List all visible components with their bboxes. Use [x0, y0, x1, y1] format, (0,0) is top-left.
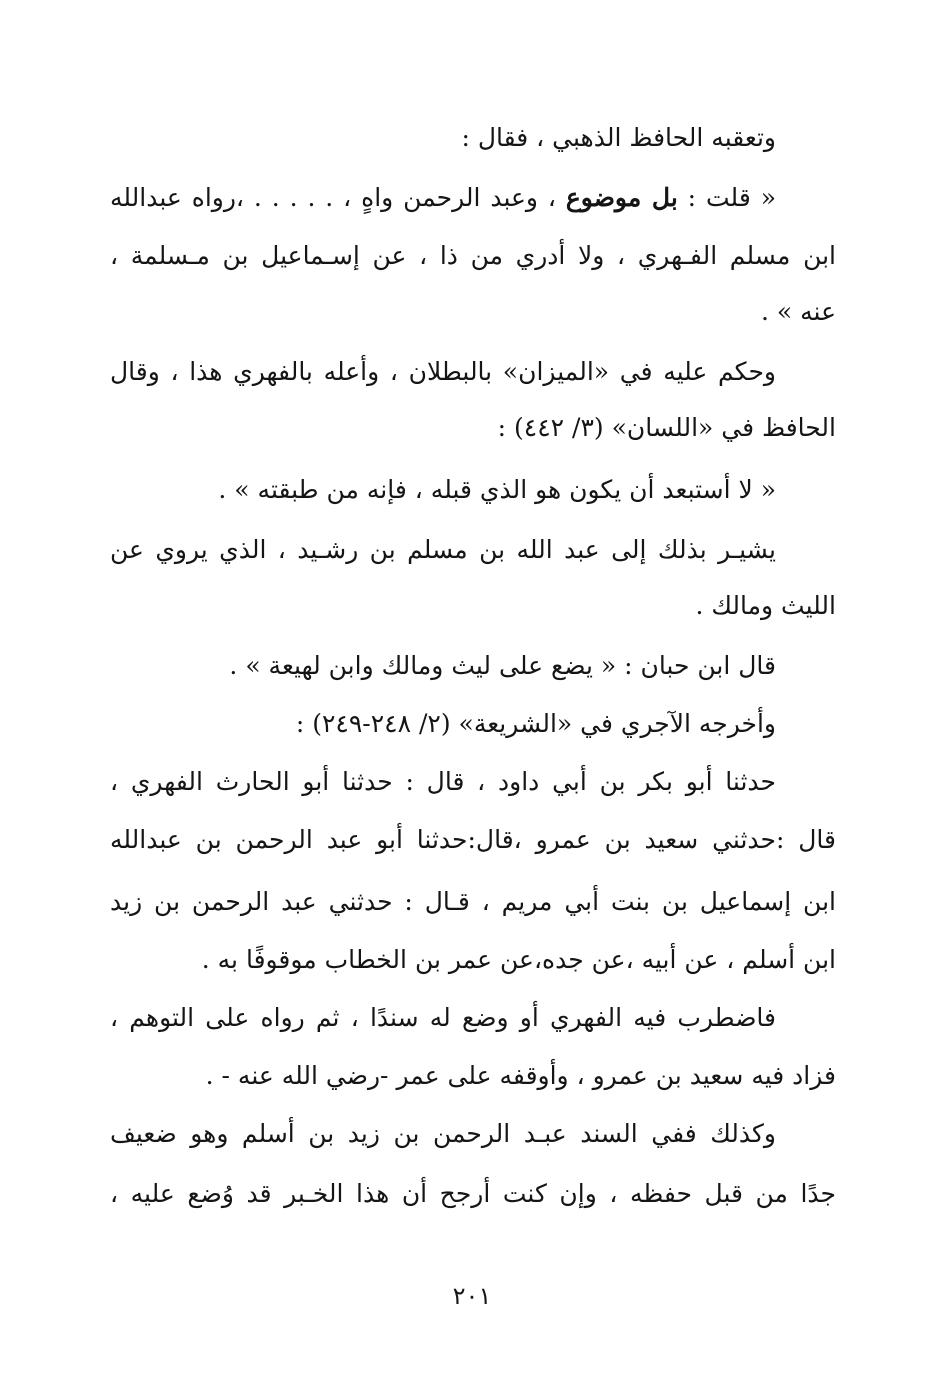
text-line-13: قال :حدثني سعيد بن عمرو ،قال:حدثنا أبو عبد الرحمن بن عبدالله	[110, 825, 836, 854]
text-line-8: يشيـر بذلك إلى عبد الله بن مسلم بن رشـيد ، الذي يروي عن	[110, 535, 776, 564]
text-line-17: فزاد فيه سعيد بن عمرو ، وأوقفه على عمر -رضي الله عنه - .	[205, 1061, 836, 1090]
text-line-5: وحكم عليه في «الميزان» بالبطلان ، وأعله بالفهري هذا ، وقال	[110, 357, 776, 386]
text-line-3: ابن مسلم الفـهري ، ولا أدري من ذا ، عن إسـماعيل بن مـسلمة ،	[110, 241, 836, 270]
text-line-14: ابن إسماعيل بن بنت أبي مريم ، قـال : حدثني عبد الرحمن بن زيد	[110, 887, 836, 916]
bold-phrase: بل موضوع	[565, 183, 678, 212]
text-line-11: وأخرجه الآجري في «الشريعة» (٢/ ٢٤٨-٢٤٩) :	[295, 709, 776, 738]
text-line-9: الليث ومالك .	[695, 591, 836, 620]
text-line-6: الحافظ في «اللسان» (٣/ ٤٤٢) :	[497, 413, 836, 442]
text-line-12: حدثنا أبو بكر بن أبي داود ، قال : حدثنا أبو الحارث الفهري ،	[110, 767, 776, 796]
text-line-4: عنه » .	[761, 297, 836, 326]
quote-open: « قلت :	[677, 183, 776, 212]
text-line-7: « لا أستبعد أن يكون هو الذي قبله ، فإنه من طبقته » .	[218, 475, 776, 504]
text-line-1: وتعقبه الحافظ الذهبي ، فقال :	[461, 123, 776, 152]
text-line-18: وكذلك ففي السند عبـد الرحمن بن زيد بن أسلم وهو ضعيف	[110, 1119, 776, 1148]
page-number: ٢٠١	[452, 1282, 492, 1310]
text-line-2	[110, 170, 776, 226]
text-line-10: قال ابن حبان : « يضع على ليث ومالك وابن لهيعة » .	[229, 651, 776, 680]
text-line-19: جدًا من قبل حفظه ، وإن كنت أرجح أن هذا الخـبر قد وُضع عليه ،	[110, 1179, 836, 1208]
text-line-15: ابن أسلم ، عن أبيه ،عن جده،عن عمر بن الخطاب موقوفًا به .	[201, 945, 836, 974]
quote-rest: ، وعبد الرحمن واهٍ ، . . . . . ،رواه عبدالله	[110, 183, 566, 212]
text-line-16: فاضطرب فيه الفهري أو وضع له سندًا ، ثم رواه على التوهم ،	[110, 1003, 776, 1032]
